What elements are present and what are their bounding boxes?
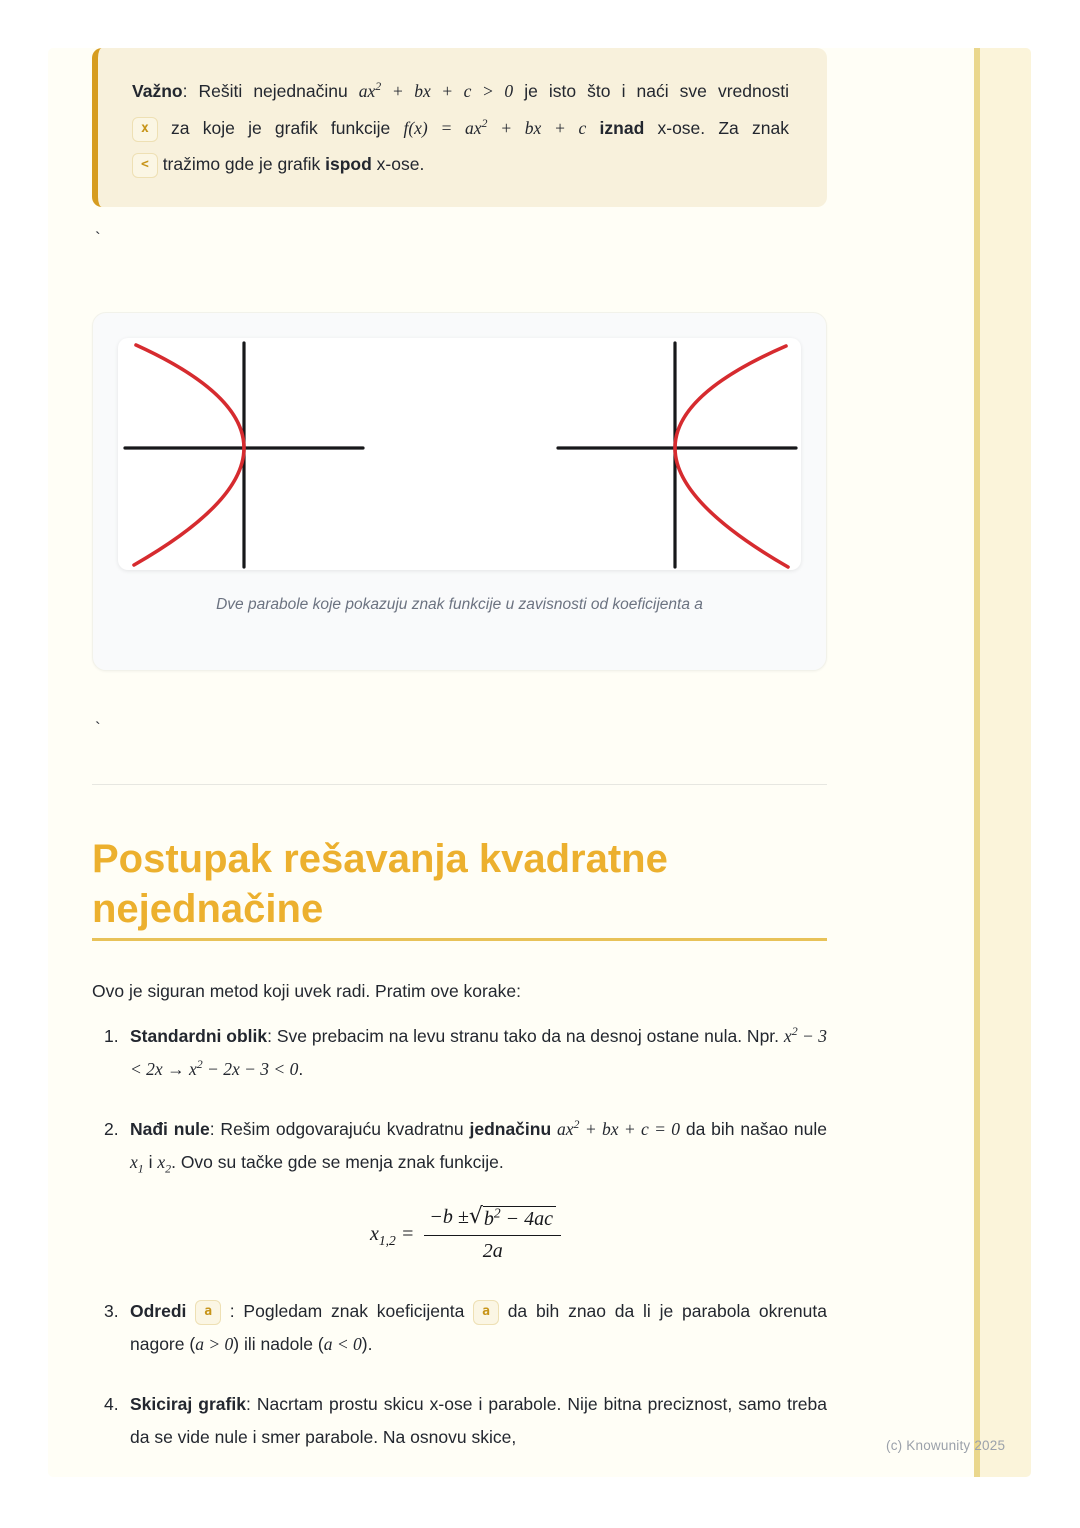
step-item-1 [104,1020,827,1086]
quadratic-formula [104,1206,827,1263]
figure-card [92,312,827,671]
callout-line: < tražimo gde je grafik ispod x-ose. [132,146,789,183]
page-edge-decoration [974,48,1031,1477]
inline-code-badge: a [473,1300,499,1325]
step-text: Standardni oblik: Sve prebacim na levu stranu tako da na desnoj ostane nula. Npr. $x^2 - 3 < 2x \to x^2 - 2x - 3 < 0$. [130,1024,827,1079]
section-heading: Postupak rešavanja kvadratne nejednačine [92,837,668,931]
heading-underline [92,938,827,941]
document-page [48,48,1031,1477]
step-text: Nađi nule: Rešim odgovarajuću kvadratnu jednačinu $ax^2$ + bx + c = 0 da bih našao nule $x_1$ i $x_2$. Ovo su tačke gde se menja znak funkcije. [130,1117,827,1176]
inline-code-badge: < [132,153,158,178]
section-divider [92,784,827,785]
step-number: 4. [104,1394,119,1414]
stray-backtick: ` [95,719,101,738]
steps-list [104,1020,827,1481]
step-number: 2. [104,1119,119,1139]
step-number: 1. [104,1026,119,1046]
formula-denominator: 2a [482,1240,503,1262]
left-parabola-curve [134,345,244,565]
step-item-3 [104,1295,827,1361]
important-callout [92,48,827,207]
formula-fraction [424,1206,561,1263]
formula-lhs: $x_{1,2}$ = [369,1223,415,1248]
step-item-2 [104,1113,827,1179]
formula-numerator-prefix: −b ± [429,1206,469,1228]
parabola-figure-image [118,338,801,570]
formula-numerator [424,1206,561,1236]
step-number: 3. [104,1301,119,1321]
square-root [469,1206,556,1231]
intro-paragraph: Ovo je siguran metod koji uvek radi. Pratim ove korake: [92,980,521,1001]
step-text: Skiciraj grafik: Nacrtam prostu skicu x-ose i parabole. Nije bitna preciznost, samo treba da se vide nule i smer parabole. Na osnovu skice, [130,1394,827,1447]
callout-line: Važno: Rešiti nejednačinu $ax^2$ + bx + c > 0 je isto što i naći sve vrednosti [132,79,789,101]
stray-backtick: ` [95,229,101,248]
right-parabola-curve [675,346,788,567]
radicand: $b^2 - 4ac$ [483,1206,556,1231]
radical-sign: √ [468,1204,483,1229]
parabola-sketch-svg [118,338,801,570]
inline-code-badge: a [195,1300,221,1325]
step-item-4 [104,1388,827,1454]
copyright-text: (c) Knowunity 2025 [886,1438,1006,1453]
callout-line: x za koje je grafik funkcije $f(x) = ax^2$ + bx + c iznad x-ose. Za znak [132,110,789,147]
inline-code-badge: x [132,117,158,142]
figure-caption: Dve parabole koje pokazuju znak funkcije u zavisnosti od koeficijenta a [216,596,703,613]
step-text: Odredi a : Pogledam znak koeficijenta a da bih znao da li je parabola okrenuta nagore (a > 0) ili nadole (a < 0). [130,1301,827,1354]
